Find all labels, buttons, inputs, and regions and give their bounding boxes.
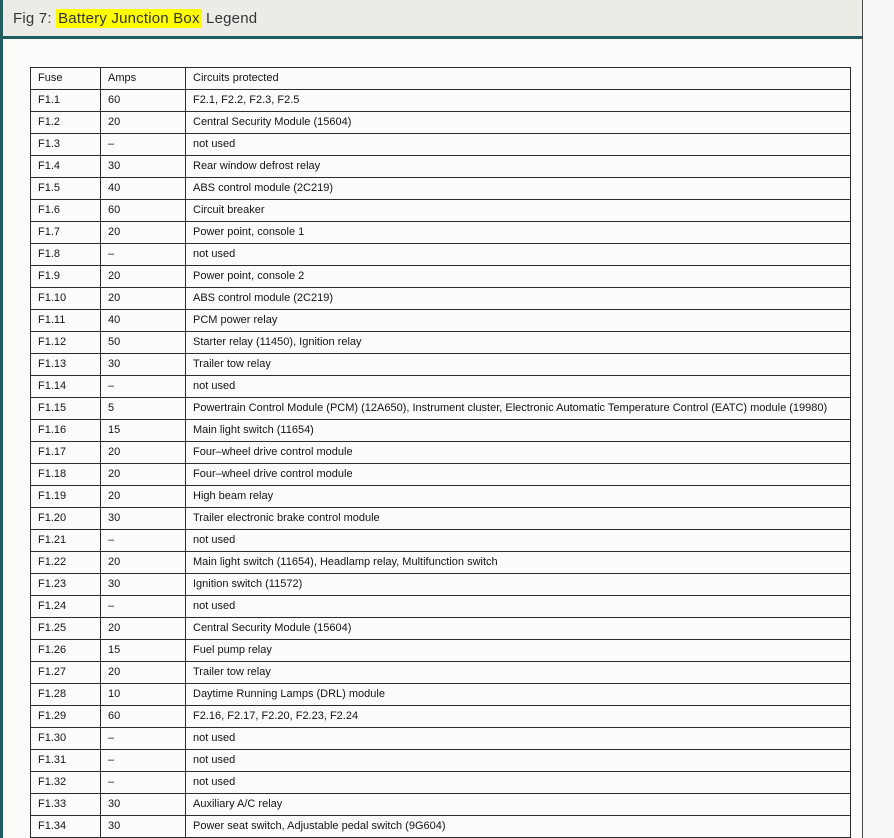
circuits-cell: not used bbox=[186, 134, 851, 156]
fuse-cell: F1.1 bbox=[31, 90, 101, 112]
amps-cell: 20 bbox=[101, 486, 186, 508]
fuse-cell: F1.7 bbox=[31, 222, 101, 244]
table-row bbox=[31, 420, 851, 442]
table-row bbox=[31, 266, 851, 288]
figure-title-prefix: Fig 7: bbox=[13, 9, 57, 27]
circuits-cell: Main light switch (11654) bbox=[186, 420, 851, 442]
amps-cell: 15 bbox=[101, 640, 186, 662]
fuse-cell: F1.13 bbox=[31, 354, 101, 376]
fuse-cell: F1.16 bbox=[31, 420, 101, 442]
circuits-cell: not used bbox=[186, 596, 851, 618]
amps-cell: – bbox=[101, 530, 186, 552]
fuse-cell: F1.20 bbox=[31, 508, 101, 530]
table-row bbox=[31, 486, 851, 508]
circuits-cell: Trailer tow relay bbox=[186, 662, 851, 684]
amps-cell: 20 bbox=[101, 266, 186, 288]
table-row bbox=[31, 574, 851, 596]
amps-cell: – bbox=[101, 134, 186, 156]
amps-cell: 30 bbox=[101, 354, 186, 376]
amps-cell: – bbox=[101, 750, 186, 772]
amps-cell: 20 bbox=[101, 442, 186, 464]
fuse-cell: F1.8 bbox=[31, 244, 101, 266]
fuse-cell: F1.4 bbox=[31, 156, 101, 178]
amps-cell: – bbox=[101, 376, 186, 398]
table-row bbox=[31, 222, 851, 244]
fuse-cell: F1.34 bbox=[31, 816, 101, 838]
fuse-cell: F1.11 bbox=[31, 310, 101, 332]
table-row bbox=[31, 178, 851, 200]
table-row bbox=[31, 706, 851, 728]
amps-cell: 20 bbox=[101, 662, 186, 684]
circuits-cell: Daytime Running Lamps (DRL) module bbox=[186, 684, 851, 706]
fuse-cell: F1.10 bbox=[31, 288, 101, 310]
table-row bbox=[31, 772, 851, 794]
circuits-cell: F2.16, F2.17, F2.20, F2.23, F2.24 bbox=[186, 706, 851, 728]
amps-cell: 30 bbox=[101, 816, 186, 838]
amps-cell: 40 bbox=[101, 310, 186, 332]
amps-cell: 30 bbox=[101, 508, 186, 530]
amps-cell: 15 bbox=[101, 420, 186, 442]
circuits-cell: Four–wheel drive control module bbox=[186, 442, 851, 464]
circuits-cell: Auxiliary A/C relay bbox=[186, 794, 851, 816]
fuse-cell: F1.33 bbox=[31, 794, 101, 816]
circuits-cell: not used bbox=[186, 530, 851, 552]
circuits-cell: Trailer electronic brake control module bbox=[186, 508, 851, 530]
table-row bbox=[31, 816, 851, 838]
table-row bbox=[31, 508, 851, 530]
amps-cell: 30 bbox=[101, 156, 186, 178]
table-row bbox=[31, 728, 851, 750]
fuse-cell: F1.24 bbox=[31, 596, 101, 618]
table-row bbox=[31, 332, 851, 354]
figure-title-suffix: Legend bbox=[201, 9, 258, 27]
table-row bbox=[31, 310, 851, 332]
fuse-cell: F1.26 bbox=[31, 640, 101, 662]
circuits-cell: Ignition switch (11572) bbox=[186, 574, 851, 596]
fuse-cell: F1.9 bbox=[31, 266, 101, 288]
table-row bbox=[31, 90, 851, 112]
table-row bbox=[31, 112, 851, 134]
table-row bbox=[31, 244, 851, 266]
table-row bbox=[31, 376, 851, 398]
fuse-cell: F1.14 bbox=[31, 376, 101, 398]
fuse-cell: F1.30 bbox=[31, 728, 101, 750]
table-row bbox=[31, 442, 851, 464]
fuse-column-header: Fuse bbox=[31, 68, 101, 90]
fuse-cell: F1.29 bbox=[31, 706, 101, 728]
figure-header-bar bbox=[0, 0, 894, 36]
fuse-cell: F1.27 bbox=[31, 662, 101, 684]
table-row bbox=[31, 750, 851, 772]
right-gutter bbox=[862, 0, 894, 838]
document-content bbox=[0, 39, 862, 838]
circuits-cell: Power point, console 2 bbox=[186, 266, 851, 288]
circuits-cell: Central Security Module (15604) bbox=[186, 112, 851, 134]
fuse-cell: F1.3 bbox=[31, 134, 101, 156]
amps-cell: 20 bbox=[101, 222, 186, 244]
table-row bbox=[31, 464, 851, 486]
amps-cell: – bbox=[101, 596, 186, 618]
fuse-cell: F1.28 bbox=[31, 684, 101, 706]
fuse-cell: F1.6 bbox=[31, 200, 101, 222]
table-row bbox=[31, 596, 851, 618]
amps-cell: 40 bbox=[101, 178, 186, 200]
circuits-cell: Trailer tow relay bbox=[186, 354, 851, 376]
fuse-cell: F1.21 bbox=[31, 530, 101, 552]
fuse-cell: F1.15 bbox=[31, 398, 101, 420]
fuse-cell: F1.12 bbox=[31, 332, 101, 354]
circuits-cell: ABS control module (2C219) bbox=[186, 288, 851, 310]
amps-cell: – bbox=[101, 244, 186, 266]
circuits-cell: Starter relay (11450), Ignition relay bbox=[186, 332, 851, 354]
circuits-column-header: Circuits protected bbox=[186, 68, 851, 90]
fuse-table-body bbox=[31, 90, 851, 838]
fuse-cell: F1.22 bbox=[31, 552, 101, 574]
table-row bbox=[31, 552, 851, 574]
circuits-cell: not used bbox=[186, 376, 851, 398]
fuse-cell: F1.23 bbox=[31, 574, 101, 596]
amps-cell: 30 bbox=[101, 574, 186, 596]
fuse-cell: F1.32 bbox=[31, 772, 101, 794]
fuse-cell: F1.2 bbox=[31, 112, 101, 134]
circuits-cell: Main light switch (11654), Headlamp relay, Multifunction switch bbox=[186, 552, 851, 574]
fuse-cell: F1.31 bbox=[31, 750, 101, 772]
circuits-cell: F2.1, F2.2, F2.3, F2.5 bbox=[186, 90, 851, 112]
circuits-cell: not used bbox=[186, 728, 851, 750]
amps-column-header: Amps bbox=[101, 68, 186, 90]
circuits-cell: ABS control module (2C219) bbox=[186, 178, 851, 200]
amps-cell: 5 bbox=[101, 398, 186, 420]
amps-cell: 60 bbox=[101, 200, 186, 222]
circuits-cell: High beam relay bbox=[186, 486, 851, 508]
amps-cell: – bbox=[101, 772, 186, 794]
table-row bbox=[31, 794, 851, 816]
circuits-cell: Powertrain Control Module (PCM) (12A650), Instrument cluster, Electronic Automatic Temperature Control (EATC) module (19980) bbox=[186, 398, 851, 420]
fuse-legend-table bbox=[30, 67, 851, 838]
table-header-row bbox=[31, 68, 851, 90]
amps-cell: 20 bbox=[101, 618, 186, 640]
circuits-cell: Four–wheel drive control module bbox=[186, 464, 851, 486]
table-row bbox=[31, 200, 851, 222]
amps-cell: 30 bbox=[101, 794, 186, 816]
table-row bbox=[31, 530, 851, 552]
table-row bbox=[31, 398, 851, 420]
circuits-cell: Rear window defrost relay bbox=[186, 156, 851, 178]
amps-cell: 20 bbox=[101, 464, 186, 486]
amps-cell: 50 bbox=[101, 332, 186, 354]
table-row bbox=[31, 156, 851, 178]
figure-title bbox=[13, 10, 257, 27]
amps-cell: 20 bbox=[101, 288, 186, 310]
table-row bbox=[31, 640, 851, 662]
table-row bbox=[31, 662, 851, 684]
amps-cell: 60 bbox=[101, 706, 186, 728]
amps-cell: 20 bbox=[101, 112, 186, 134]
circuits-cell: Circuit breaker bbox=[186, 200, 851, 222]
circuits-cell: Fuel pump relay bbox=[186, 640, 851, 662]
circuits-cell: Power seat switch, Adjustable pedal switch (9G604) bbox=[186, 816, 851, 838]
circuits-cell: PCM power relay bbox=[186, 310, 851, 332]
table-row bbox=[31, 354, 851, 376]
table-row bbox=[31, 134, 851, 156]
fuse-cell: F1.25 bbox=[31, 618, 101, 640]
figure-title-highlight: Battery Junction Box bbox=[58, 9, 200, 27]
circuits-cell: not used bbox=[186, 772, 851, 794]
header-divider-rule bbox=[0, 36, 876, 39]
circuits-cell: Central Security Module (15604) bbox=[186, 618, 851, 640]
circuits-cell: not used bbox=[186, 750, 851, 772]
table-row bbox=[31, 618, 851, 640]
amps-cell: 20 bbox=[101, 552, 186, 574]
circuits-cell: Power point, console 1 bbox=[186, 222, 851, 244]
fuse-cell: F1.18 bbox=[31, 464, 101, 486]
amps-cell: 10 bbox=[101, 684, 186, 706]
fuse-cell: F1.5 bbox=[31, 178, 101, 200]
table-row bbox=[31, 288, 851, 310]
amps-cell: 60 bbox=[101, 90, 186, 112]
fuse-cell: F1.17 bbox=[31, 442, 101, 464]
table-row bbox=[31, 684, 851, 706]
amps-cell: – bbox=[101, 728, 186, 750]
fuse-cell: F1.19 bbox=[31, 486, 101, 508]
left-frame-edge bbox=[0, 0, 3, 838]
circuits-cell: not used bbox=[186, 244, 851, 266]
